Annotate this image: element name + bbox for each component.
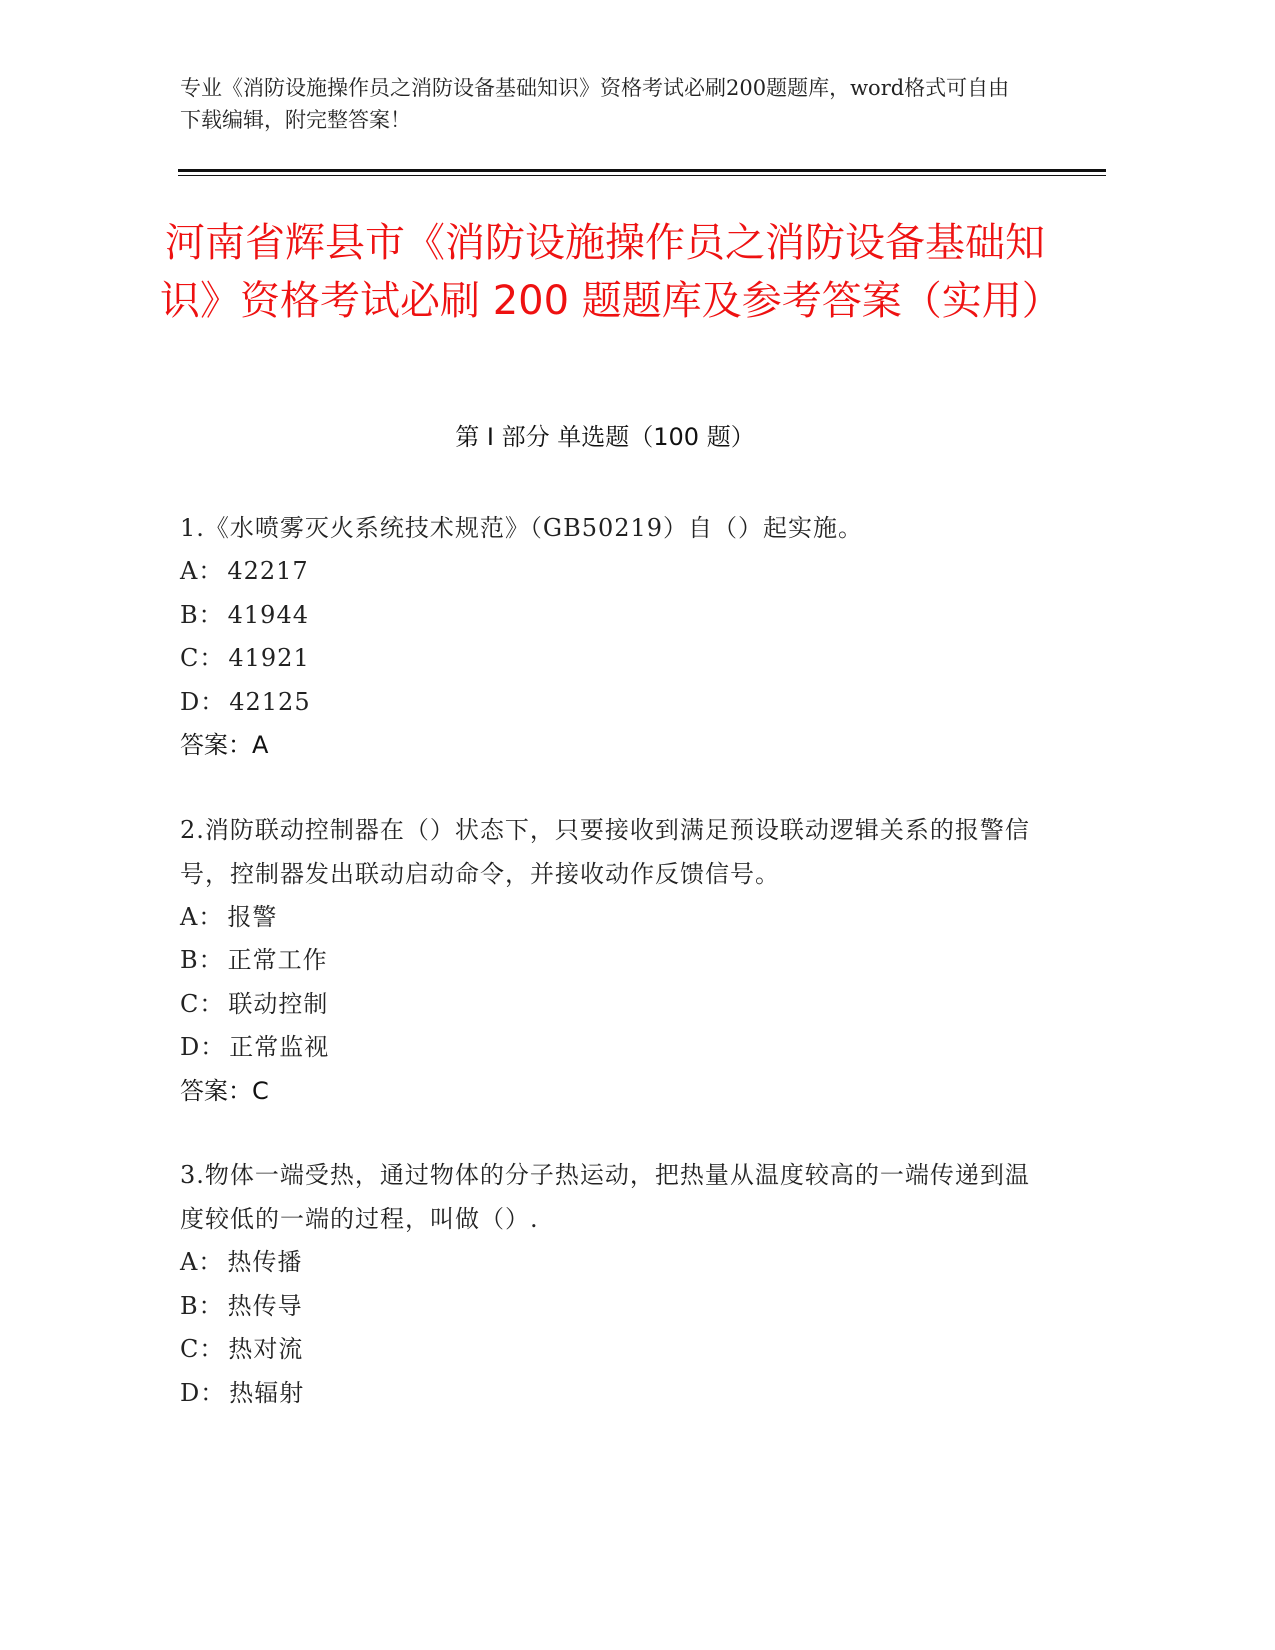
option-b — [180, 594, 1030, 638]
option-letter: A： — [180, 557, 224, 585]
option-text: 41944 — [227, 600, 309, 629]
option-b — [180, 1285, 1030, 1329]
option-c — [180, 983, 1030, 1027]
option-text: 热辐射 — [229, 1378, 305, 1407]
option-text: 正常工作 — [227, 946, 328, 974]
option-letter: D： — [180, 687, 226, 716]
option-text: 42125 — [229, 687, 311, 716]
option-text: 联动控制 — [228, 989, 329, 1018]
option-text: 正常监视 — [229, 1033, 330, 1061]
option-text: 热传播 — [227, 1248, 303, 1276]
question-list — [180, 506, 1030, 1455]
option-text: 热传导 — [227, 1291, 303, 1320]
option-letter: A： — [180, 1248, 224, 1276]
answer-line — [180, 1070, 1030, 1114]
option-letter: B： — [180, 1291, 224, 1320]
option-letter: D： — [180, 1033, 226, 1061]
header-rule-thick — [178, 169, 1106, 172]
option-text: 报警 — [227, 902, 278, 931]
answer-prefix: 答案： — [180, 731, 252, 759]
option-letter: A： — [180, 902, 224, 931]
option-a — [180, 550, 1030, 594]
option-d — [180, 1026, 1030, 1070]
option-text: 41921 — [228, 644, 310, 672]
option-c — [180, 637, 1030, 681]
option-b — [180, 939, 1030, 983]
answer-line — [180, 724, 1030, 768]
answer-value: C — [252, 1076, 269, 1105]
header-note: 专业《消防设施操作员之消防设备基础知识》资格考试必刷200题题库，word格式可自由下载编辑，附完整答案！ — [180, 76, 1010, 132]
question-3 — [180, 1153, 1030, 1415]
question-text: 2.消防联动控制器在（）状态下，只要接收到满足预设联动逻辑关系的报警信号，控制器发出联动启动命令，并接收动作反馈信号。 — [180, 815, 1030, 888]
section-heading: 第 I 部分 单选题（100 题） — [455, 423, 755, 451]
question-1 — [180, 506, 1030, 768]
answer-value: A — [252, 731, 269, 759]
option-letter: B： — [180, 946, 224, 974]
question-text: 1.《水喷雾灭火系统技术规范》（GB50219）自（）起实施。 — [180, 514, 864, 542]
option-letter: D： — [180, 1378, 226, 1407]
option-letter: B： — [180, 600, 224, 629]
option-letter: C： — [180, 989, 225, 1018]
option-letter: C： — [180, 1335, 225, 1363]
option-c — [180, 1328, 1030, 1372]
option-text: 热对流 — [228, 1335, 304, 1363]
option-a — [180, 896, 1030, 940]
option-a — [180, 1241, 1030, 1285]
question-text: 3.物体一端受热，通过物体的分子热运动，把热量从温度较高的一端传递到温度较低的一端的过程，叫做（）. — [180, 1161, 1030, 1233]
answer-prefix: 答案： — [180, 1076, 252, 1105]
option-d — [180, 681, 1030, 725]
header-rule-thin — [178, 175, 1106, 176]
option-d — [180, 1372, 1030, 1416]
question-2 — [180, 808, 1030, 1114]
option-letter: C： — [180, 644, 225, 672]
option-text: 42217 — [227, 557, 309, 585]
document-title: 河南省辉县市《消防设施操作员之消防设备基础知识》资格考试必刷 200 题题库及参考答案（实用） — [160, 220, 1062, 324]
